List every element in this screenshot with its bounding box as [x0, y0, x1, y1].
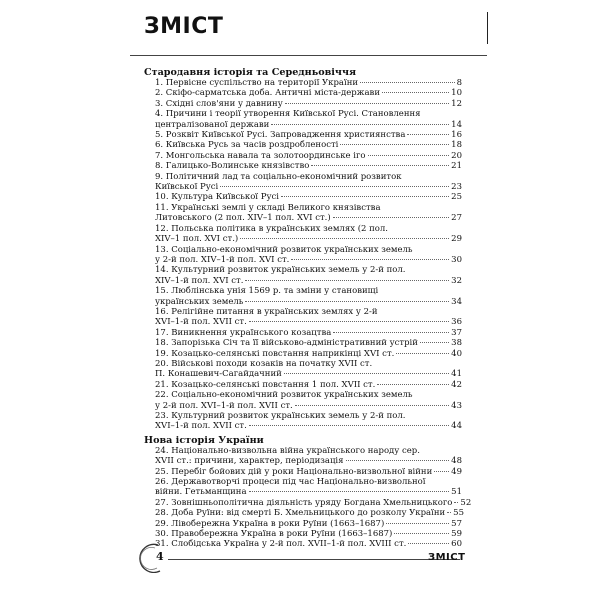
section-heading: Нова історія України	[144, 434, 264, 446]
toc-entry	[144, 245, 462, 266]
dot-leader	[240, 238, 449, 239]
toc-entry-title: 10. Культура Київської Русі	[155, 192, 279, 203]
toc-entry	[144, 529, 462, 539]
toc-entry-row	[144, 88, 462, 98]
toc-entry-row	[144, 338, 462, 348]
toc-entry-page: 14	[451, 119, 462, 130]
toc-entry-page: 40	[451, 348, 462, 359]
toc-entry-title: XVI–1-й пол. XVII ст.	[155, 317, 247, 328]
toc-entry-page: 36	[451, 317, 462, 328]
toc-entry-title: у 2-й пол. XIV–1-й пол. XVI ст.	[155, 254, 290, 265]
toc-entry-page: 27	[451, 213, 462, 224]
toc-entry-row	[144, 328, 462, 338]
toc-entry-line: 13. Соціально-економічний розвиток українських земель	[155, 244, 413, 255]
dot-leader	[220, 186, 449, 187]
header-divider	[487, 12, 488, 44]
toc-entry	[144, 307, 462, 328]
dot-leader	[360, 82, 455, 83]
toc-entry	[144, 477, 462, 498]
toc-entry-title: 1. Первісне суспільство на території України	[155, 78, 359, 88]
toc-entry-row	[144, 380, 462, 390]
toc-entry-title: 3. Східні слов'яни у давнину	[155, 98, 283, 109]
dot-leader	[396, 353, 449, 354]
toc-entry	[144, 328, 462, 338]
toc-entry-row	[144, 276, 462, 286]
dot-leader	[408, 543, 449, 544]
toc-entry-page: 48	[451, 456, 462, 467]
toc-entry	[144, 446, 462, 467]
toc-entry-page: 8	[456, 78, 462, 88]
toc-entry	[144, 276, 462, 286]
dot-leader	[249, 425, 449, 426]
toc-entry	[144, 349, 462, 359]
toc-entry	[144, 497, 472, 508]
toc-entry-title: війни. Гетьманщина	[155, 487, 247, 498]
dot-leader	[333, 332, 449, 333]
toc-entry-page: 44	[451, 421, 462, 432]
toc-entry-row	[144, 140, 462, 150]
toc-entry	[144, 369, 462, 379]
toc-entry-line: 22. Соціально-економічний розвиток українських земель	[155, 390, 413, 401]
toc-entry-row	[144, 456, 462, 466]
toc-entry-title: 18. Запорізька Січ та її військово-адміністративний устрій	[155, 338, 418, 349]
toc-entry-page: 34	[451, 296, 462, 307]
toc-entry-line: 4. Причини і теорії утворення Київської Русі. Становлення	[155, 109, 421, 120]
toc-entry-row	[144, 529, 462, 539]
toc-entry-page: 12	[451, 98, 462, 109]
toc-entry-row	[144, 359, 462, 369]
toc-entry	[144, 99, 462, 109]
dot-leader	[407, 134, 449, 135]
toc-entry-title: 30. Правобережна Україна в роки Руїни (1663–1687)	[155, 529, 393, 540]
toc-entry	[144, 109, 462, 130]
toc-entry-page: 25	[451, 192, 462, 203]
dot-leader	[284, 373, 449, 374]
toc-entry	[144, 161, 462, 171]
dot-leader	[285, 103, 449, 104]
toc-entry-page: 20	[451, 150, 462, 161]
toc-entry-page: 57	[451, 518, 462, 529]
toc-entry-row	[144, 421, 462, 431]
toc-entry-row	[144, 349, 462, 359]
toc-entry-row	[144, 151, 462, 161]
dot-leader	[291, 259, 449, 260]
toc-entry-page: 60	[451, 539, 462, 550]
toc-entry-page: 10	[451, 88, 462, 99]
toc-entry	[144, 192, 462, 202]
toc-entry-page: 32	[451, 275, 462, 286]
toc-entry-title: 5. Розквіт Київської Русі. Запровадження християнства	[155, 130, 406, 141]
toc-entry	[144, 390, 462, 411]
toc-entry-page: 59	[451, 529, 462, 540]
dot-leader	[434, 471, 449, 472]
toc-entry-title: у 2-й пол. XVI–1-й пол. XVII ст.	[155, 400, 293, 411]
toc-entry-title: XVI–1-й пол. XVII ст.	[155, 421, 247, 432]
toc-entry-row	[144, 182, 462, 192]
toc-entry-title: 8. Галицько-Волинське князівство	[155, 161, 310, 172]
dot-leader	[368, 155, 450, 156]
toc-entry	[144, 203, 462, 224]
toc-entry-page: 42	[451, 379, 462, 390]
page-number: 4	[156, 550, 164, 563]
toc-entry-title: українських земель	[155, 296, 244, 307]
toc-entry-page: 16	[451, 130, 462, 141]
dot-leader	[346, 460, 450, 461]
toc-entry-row	[144, 369, 462, 379]
table-of-contents	[144, 67, 472, 550]
toc-entry-title: 7. Монгольська навала та золотоординське іго	[155, 150, 366, 161]
toc-entry-title: Литовського (2 пол. XIV–1 пол. XVI ст.)	[155, 213, 331, 224]
toc-entry-title: централізованої держави	[155, 119, 270, 130]
dot-leader	[249, 491, 450, 492]
top-rule	[130, 55, 487, 56]
toc-entry-line: 24. Національно-визвольна війна українського народу сер.	[155, 445, 420, 456]
toc-entry-title: XVII ст.: причини, характер, періодизація	[155, 456, 344, 467]
toc-entry-title: 14. Культурний розвиток українських земель у 2-й пол.	[155, 265, 406, 276]
toc-entry	[144, 286, 462, 307]
bottom-rule	[168, 559, 460, 560]
toc-entry-title: 28. Доба Руїни: від смерті Б. Хмельницького до розколу України	[155, 508, 446, 519]
toc-entry-row	[144, 508, 462, 518]
toc-entry-page: 43	[451, 400, 462, 411]
toc-entry	[144, 539, 462, 549]
toc-entry	[144, 265, 462, 275]
toc-entry-row	[144, 161, 462, 171]
toc-entry-line: 12. Польська політика в українських землях (2 пол.	[155, 223, 388, 234]
toc-entry-row	[144, 120, 462, 130]
toc-entry-line: 26. Державотворчі процеси під час Національно-визвольної	[155, 477, 426, 488]
toc-entry-row	[144, 130, 462, 140]
dot-leader	[245, 301, 449, 302]
toc-entry-row	[144, 297, 462, 307]
toc-entry-page: 29	[451, 234, 462, 245]
toc-entry-page: 41	[451, 369, 462, 380]
toc-entry	[144, 359, 462, 369]
toc-entry	[144, 224, 462, 245]
toc-entry-title: XIV–1-й пол. XVI ст.	[155, 275, 244, 286]
toc-entry-title: 29. Лівобережна Україна в роки Руїни (1663–1687)	[155, 518, 385, 529]
toc-entry-title: 27. Зовнішньополітична діяльність уряду Богдана Хмельницького	[155, 497, 453, 508]
toc-entry	[144, 519, 462, 529]
toc-entry-page: 30	[451, 254, 462, 265]
dot-leader	[295, 405, 449, 406]
toc-entry	[144, 172, 462, 193]
toc-entry-row	[144, 99, 462, 109]
dot-leader	[382, 92, 449, 93]
dot-leader	[245, 280, 449, 281]
toc-entry-title: Київської Русі	[155, 182, 219, 193]
toc-entry-row	[144, 265, 462, 275]
dot-leader	[420, 342, 449, 343]
toc-entry	[144, 467, 462, 477]
toc-entry-row	[144, 78, 462, 88]
toc-entry	[144, 151, 462, 161]
toc-entry-page: 23	[451, 182, 462, 193]
dot-leader	[249, 321, 449, 322]
dot-leader	[340, 144, 449, 145]
toc-entry-title: 31. Слобідська Україна у 2-й пол. XVII–1-й пол. XVIII ст.	[155, 539, 407, 550]
dot-leader	[281, 196, 449, 197]
toc-entry-title: П. Конашевич-Сагайдачний	[155, 369, 282, 380]
toc-entry-row	[144, 317, 462, 327]
toc-entry-line: 23. Культурний розвиток українських земель у 2-й пол.	[155, 411, 406, 421]
toc-entry-row	[144, 539, 462, 549]
toc-entry	[144, 380, 462, 390]
toc-entry	[144, 411, 462, 432]
toc-entry-row	[144, 519, 462, 529]
toc-entry-page: 18	[451, 140, 462, 151]
toc-entry-page: 55	[453, 508, 464, 519]
toc-entry-row	[144, 255, 462, 265]
section-heading: Стародавня історія та Середньовіччя	[144, 67, 357, 78]
page-title: ЗМІСТ	[144, 14, 224, 39]
toc-entry-title: XIV–1 пол. XVI ст.)	[155, 234, 239, 245]
dot-leader	[394, 533, 449, 534]
toc-entry-title: 2. Скіфо-сарматська доба. Античні міста-держави	[155, 88, 381, 99]
dot-leader	[377, 384, 449, 385]
dot-leader	[311, 165, 449, 166]
dot-leader	[447, 512, 451, 513]
toc-entry	[144, 88, 462, 98]
toc-entry-row	[144, 487, 462, 497]
toc-entry-row	[144, 234, 462, 244]
toc-entry-page: 52	[460, 497, 472, 508]
dot-leader	[333, 217, 449, 218]
toc-entry-line: 15. Люблінська унія 1569 р. та зміни у становищі	[155, 286, 379, 297]
toc-entry-title: 20. Військові походи козаків на початку XVII ст.	[155, 358, 373, 369]
toc-entry-row	[144, 497, 472, 508]
toc-entry-row	[144, 192, 462, 202]
toc-entry	[144, 130, 462, 140]
toc-entry-title: 6. Київська Русь за часів роздробленості	[155, 140, 339, 151]
toc-entry-title: 25. Перебіг бойових дій у роки Національно-визвольної війни	[155, 466, 433, 477]
dot-leader	[386, 523, 449, 524]
toc-entry	[144, 140, 462, 150]
toc-entry	[144, 78, 462, 88]
toc-entry-row	[144, 401, 462, 411]
toc-entry-row	[144, 467, 462, 477]
toc-entry	[144, 338, 462, 348]
toc-entry-title: 19. Козацько-селянські повстання наприкінці XVI ст.	[155, 348, 395, 359]
toc-entry-page: 37	[451, 327, 462, 338]
toc-entry-line: 11. Українські землі у складі Великого князівства	[155, 202, 381, 213]
toc-entry	[144, 508, 462, 518]
dot-leader	[271, 124, 449, 125]
toc-entry-row	[144, 213, 462, 223]
dot-leader	[454, 502, 458, 503]
footer-label: ЗМІСТ	[428, 552, 466, 563]
toc-entry-page: 49	[451, 466, 462, 477]
toc-entry-title: 21. Козацько-селянські повстання 1 пол. XVII ст.	[155, 379, 376, 390]
toc-entry-page: 21	[451, 161, 462, 172]
toc-entry-page: 38	[451, 338, 462, 349]
toc-entry-page: 51	[451, 487, 462, 498]
toc-entry-line: 9. Політичний лад та соціально-економічний розвиток	[155, 171, 402, 182]
toc-entry-line: 16. Релігійне питання в українських землях у 2-й	[155, 306, 378, 317]
toc-entry-title: 17. Виникнення українського козацтва	[155, 327, 332, 338]
